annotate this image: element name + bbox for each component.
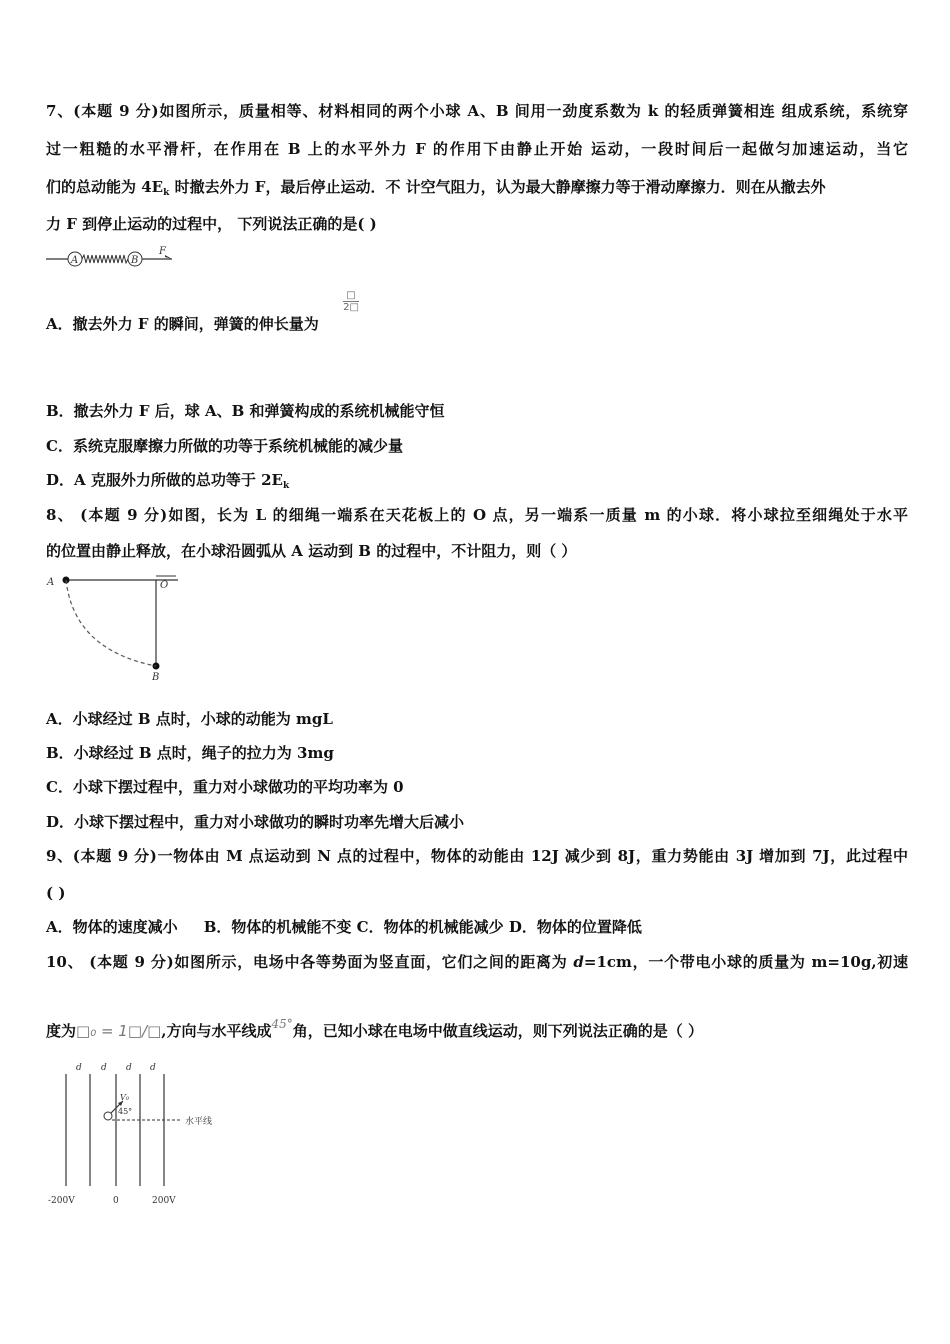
q8-option-b: B．小球经过 B 点时，绳子的拉力为 3mg [46, 744, 334, 762]
q8-label-o: O [160, 580, 169, 591]
q10-gap-1: d [76, 1063, 82, 1073]
q7-line-4: 力 F 到停止运动的过程中， 下列说法正确的是( ) [46, 215, 377, 233]
q10-horizontal-label: 水平线 [185, 1117, 213, 1127]
q10-angle: 45° [271, 1017, 293, 1031]
q10-voltage-left: -200V [48, 1196, 75, 1206]
q8-label-b: B [152, 672, 160, 683]
q7-option-a-fraction: □ 2□ [343, 290, 359, 313]
q10-line-1: 10、 (本题 9 分)如图所示，电场中各等势面为竖直面，它们之间的距离为 d=1cm，一个带电小球的质量为 m=10g,初速 [46, 953, 908, 971]
q9-options: A．物体的速度减小 B．物体的机械能不变 C．物体的机械能减少 D．物体的位置降低 [46, 918, 642, 936]
q8-pendulum-figure [44, 568, 184, 684]
q7-option-b: B．撤去外力 F 后，球 A、B 和弹簧构成的系统机械能守恒 [46, 402, 445, 420]
q7-line-1: 7、(本题 9 分)如图所示，质量相等、材料相同的两个小球 A、B 间用一劲度系数为 k 的轻质弹簧相连 组成系统，系统穿 [46, 102, 908, 120]
q8-line-1: 8、 (本题 9 分)如图，长为 L 的细绳一端系在天花板上的 O 点，另一端系一质量 m 的小球．将小球拉至细绳处于水平 [46, 506, 908, 524]
q7-spring-figure [44, 244, 179, 272]
q7-line-3: 们的总动能为 $4E_k$ 时撤去外力 F，最后停止运动．不 计空气阻力，认为最大静摩擦力等于滑动摩擦力．则在从撤去外 [46, 178, 826, 198]
q7-option-a: A．撤去外力 F 的瞬间，弹簧的伸长量为 [46, 315, 319, 333]
q8-line-2: 的位置由静止释放，在小球沿圆弧从 A 运动到 B 的过程中，不计阻力，则（ ） [46, 542, 577, 560]
q8-option-a: A．小球经过 B 点时，小球的动能为 mgL [46, 710, 333, 728]
q10-v0-formula: □₀ = 1□/□ [76, 1022, 162, 1040]
q10-angle-label: 45° [118, 1107, 133, 1116]
q10-gap-4: d [150, 1063, 156, 1073]
q7-option-d: D．A 克服外力所做的总功等于 $2E_k$ [46, 471, 290, 491]
q10-voltage-mid: 0 [113, 1196, 119, 1206]
q10-gap-3: d [126, 1063, 132, 1073]
q7-line-2: 过一粗糙的水平滑杆，在作用在 B 上的水平外力 F 的作用下由静止开始 运动，一段时间后一起做匀加速运动，当它 [46, 140, 908, 158]
q10-line-2: 度为□₀ = 1□/□,方向与水平线成$^{45^\circ}$角，已知小球在电场中做直线运动，则下列说法正确的是（ ） [46, 1017, 703, 1040]
q9-line-1: 9、(本题 9 分)一物体由 M 点运动到 N 点的过程中，物体的动能由 12J 减少到 8J，重力势能由 3J 增加到 7J，此过程中 [46, 847, 908, 865]
q10-voltage-right: 200V [152, 1196, 176, 1206]
q8-option-c: C．小球下摆过程中，重力对小球做功的平均功率为 0 [46, 778, 404, 796]
q8-option-d: D．小球下摆过程中，重力对小球做功的瞬时功率先增大后减小 [46, 813, 465, 831]
q7-label-b: B [131, 255, 139, 266]
q8-label-a: A [47, 577, 55, 588]
q7-option-c: C．系统克服摩擦力所做的功等于系统机械能的减少量 [46, 437, 403, 455]
q10-v0-label: V₀ [120, 1093, 129, 1102]
q9-line-2: ( ) [46, 884, 66, 902]
q7-label-f: F [159, 246, 166, 257]
q7-label-a: A [71, 255, 79, 266]
q10-field-figure [44, 1056, 234, 1212]
q10-gap-2: d [101, 1063, 107, 1073]
